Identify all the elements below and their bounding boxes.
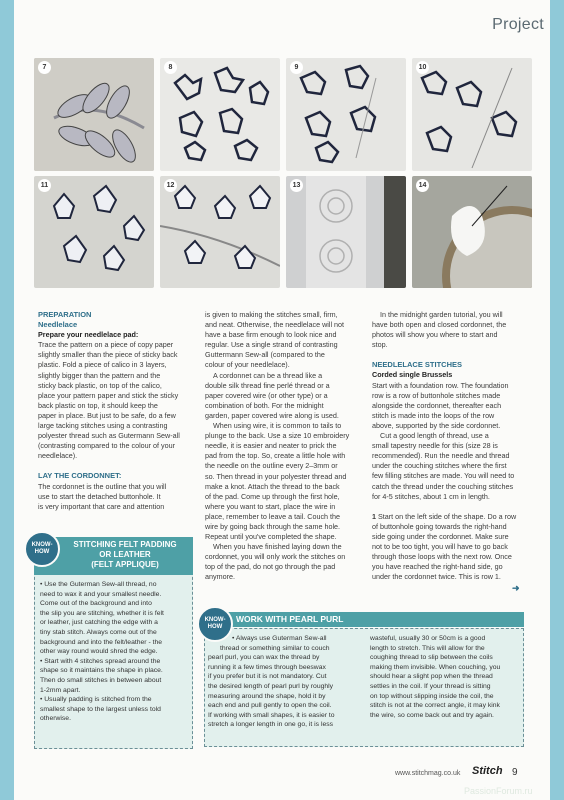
text-line: background and into the felt/leather - the xyxy=(40,638,163,646)
text-line: Trace the pattern on a piece of copy paper xyxy=(38,340,174,350)
step-number: 1 xyxy=(372,511,376,521)
text-line: settles in the coil. If your thread is sitting xyxy=(370,682,491,690)
photo-number: 13 xyxy=(290,179,303,192)
heading-prepare-pad: Prepare your needlelace pad: xyxy=(38,330,139,340)
text-line: wasteful, usually 30 or 50cm is a good xyxy=(370,635,486,642)
know-how-badge: KNOW-HOW xyxy=(197,606,233,642)
text-line: where you want to start, place the wire in xyxy=(205,501,336,511)
text-line: you have reached the right-hand side, go xyxy=(372,562,503,572)
text-line: colour of your needlelace). xyxy=(205,360,290,370)
know-how-felt-text xyxy=(40,580,188,724)
text-line: coughing thread to slip between the coils xyxy=(370,654,493,662)
text-line: polyester thread such as Gutermann Sew-all xyxy=(38,431,180,441)
text-line: • Always use Guterman Sew-all xyxy=(232,635,327,642)
box-title-line: (FELT APPLIQUE) xyxy=(91,560,159,569)
text-line: double silk thread fine perlé thread or a xyxy=(205,380,330,390)
photo-11 xyxy=(34,176,154,288)
text-line: have a base firm enough to look nice and xyxy=(205,330,337,340)
photo-12 xyxy=(160,176,280,288)
photo-8 xyxy=(160,58,280,171)
text-line: place your pattern paper and stick the sticky xyxy=(38,390,179,400)
text-line: so. Then thread in your polyester thread and xyxy=(205,471,347,481)
footer-url: www.stitchmag.co.uk xyxy=(395,770,461,777)
photo-9 xyxy=(286,58,406,171)
text-line: stretch a longer length in one go, it is less xyxy=(208,721,334,729)
text-line: under the cordonnet twice. This is row 1. xyxy=(372,572,501,582)
heading-needlelace-stitches: NEEDLELACE STITCHES xyxy=(372,360,463,370)
text-line: place, remember to leave a tail. Couch the xyxy=(205,511,341,521)
column-3 xyxy=(372,310,532,582)
photo-number: 7 xyxy=(38,61,51,74)
box-title: WORK WITH PEARL PURL xyxy=(236,614,344,624)
text-line: tiny stab stitch. Always come out of the xyxy=(40,628,157,636)
text-line: the desired length of pearl purl by roughly xyxy=(208,682,334,690)
text-line: When using wire, it is common to tails to xyxy=(213,421,342,431)
step-1-line xyxy=(372,512,532,522)
text-line: In the midnight garden tutorial, you will xyxy=(380,310,503,319)
page-border xyxy=(550,0,564,800)
photo-14 xyxy=(412,176,532,288)
text-line: for 4-5 stitches, about 1 cm in length. xyxy=(372,491,490,501)
text-line: shape so it maintains the shape in place. xyxy=(40,667,163,675)
text-line: on top without slipping inside the coil, the xyxy=(370,692,494,700)
text-line: pearl purl, you can wax the thread by xyxy=(208,654,320,662)
text-line: side going under the cordonnet. Make sure xyxy=(372,531,509,541)
text-line: When you have finished laying down the xyxy=(213,542,342,552)
text-line: row is a row of buttonhole stitches made xyxy=(372,390,501,400)
column-2 xyxy=(205,310,370,583)
text-line: smallest shape to the largest unless told xyxy=(40,705,161,713)
text-line: stitch is made into the loops of the row xyxy=(372,410,495,420)
photo-13 xyxy=(286,176,406,288)
wired-leaves-illustration xyxy=(412,58,532,171)
photo-number: 9 xyxy=(290,61,303,74)
text-line: running it a few times through beeswax xyxy=(208,663,326,671)
text-line: not to be too tight, you will have to go back xyxy=(372,541,508,551)
text-line: garden, paper covered wire along is used. xyxy=(205,410,339,420)
text-line: the slip you are stitching, whether it is felt xyxy=(40,609,164,617)
text-line: paper in place. But just to be safe, do a few xyxy=(38,410,176,420)
text-line: plastic. Fold a piece of calico in 3 layers, xyxy=(38,360,167,370)
pearl-purl-column-a xyxy=(208,634,358,730)
text-line: small tapestry needle for this (size 28 is xyxy=(372,441,498,451)
text-line: paper covered wire (or other type) or a xyxy=(205,390,328,400)
text-line: Then do small stitches in between about xyxy=(40,676,162,684)
text-line: measuring around the shape, hold it by xyxy=(208,692,326,700)
text-line: pad from the top. So, create a little hole with xyxy=(205,451,346,461)
text-line: is very important that care and attention xyxy=(38,501,165,511)
text-line: The cordonnet is the outline that you will xyxy=(38,481,167,491)
text-line: top of the pad, do not go through the pad xyxy=(205,562,336,572)
text-line: other way round would shred the edge. xyxy=(40,648,158,656)
text-line: the needle on the outline every 2–3mm or xyxy=(205,461,338,471)
text-line: of the pad. Come up through the first hole, xyxy=(205,491,340,501)
text-line: each end and pull gently to open the coil. xyxy=(208,702,332,710)
text-line: need to wax it and your smallest needle. xyxy=(40,590,162,598)
know-how-badge: KNOW-HOW xyxy=(24,531,60,567)
pearl-purl-column-b xyxy=(370,634,522,720)
text-line: or leather, just catching the edge with a xyxy=(40,619,158,627)
text-line: otherwise. xyxy=(40,715,71,723)
text-line: • Usually padding is stitched from the xyxy=(40,696,152,704)
couched-leaves-illustration xyxy=(286,58,406,171)
photo-10 xyxy=(412,58,532,171)
text-line: through those loops with the next row. Once xyxy=(372,552,512,562)
heading-corded-brussels: Corded single Brussels xyxy=(372,370,453,380)
photo-number: 12 xyxy=(164,179,177,192)
photo-number: 11 xyxy=(38,179,51,192)
text-line: back plastic on top, it should keep the xyxy=(38,400,158,410)
page-number: 9 xyxy=(512,767,518,778)
text-line: above, supported by the side cordonnet. xyxy=(372,420,501,430)
photo-number: 14 xyxy=(416,179,429,192)
text-line: length to stretch. This will allow for the xyxy=(370,644,485,652)
text-line: • Start with 4 stitches spread around the xyxy=(40,657,161,665)
text-line: of buttonhole going towards the right-hand xyxy=(372,521,507,531)
text-line: stitch is not at the correct angle, it may kink xyxy=(370,702,500,710)
text-line: 1-2mm apart. xyxy=(40,686,81,694)
text-line: have both open and closed cordonnet, the xyxy=(372,320,507,330)
text-line: make a knot. Attach the thread to the back xyxy=(205,481,340,491)
ivy-leaves-illustration xyxy=(34,176,154,288)
text-line: under the couching stitches where the first xyxy=(372,461,507,471)
text-line: wire by going back through the same hole. xyxy=(205,521,341,531)
text-line: the wire, so come back out and try again. xyxy=(370,711,494,719)
box-title-line: STITCHING FELT PADDING xyxy=(73,540,177,549)
watermark: PassionForum.ru xyxy=(464,786,533,796)
text-line: thread or something similar to couch xyxy=(220,644,330,652)
leaf-outlines-illustration xyxy=(160,58,280,171)
photo-number: 8 xyxy=(164,61,177,74)
text-line: A cordonnet can be a thread like a xyxy=(213,370,323,380)
text-line: Start with a foundation row. The foundation xyxy=(372,380,509,390)
text-line: Cut a good length of thread, use a xyxy=(380,431,489,441)
text-line: anymore. xyxy=(205,572,235,582)
text-line: plunge to the back. Use a size 10 embroidery xyxy=(205,431,350,441)
traced-pattern-illustration xyxy=(286,176,406,288)
text-line: slightly smaller than the piece of sticky back xyxy=(38,350,178,360)
know-how-pearl-purl-header xyxy=(204,612,524,627)
text-line: making them invisible. When couching, you xyxy=(370,663,501,671)
text-line: alongside the cordonnet, thereafter each xyxy=(372,400,502,410)
text-line: Come out of the background and into xyxy=(40,600,152,608)
text-line: Guttermann Sew-all (compared to the xyxy=(205,350,325,360)
text-line: (contrasting compared to the colour of your xyxy=(38,441,176,451)
text-line: sticky back plastic, on top of the calico, xyxy=(38,380,162,390)
text-line: stop. xyxy=(372,340,388,350)
heading-lay-cordonnet: LAY THE CORDONNET: xyxy=(38,471,122,481)
box-title-line: OR LEATHER xyxy=(99,550,151,559)
text-line: if you prefer but it is not mandatory. Cut xyxy=(208,673,327,681)
text-line: needle, it is easier and neater to prick the xyxy=(205,441,337,451)
text-line: slightly bigger than the pattern and the xyxy=(38,370,161,380)
text-line: regular. Use a single strand of contrasting xyxy=(205,340,338,350)
heading-preparation: PREPARATION xyxy=(38,310,92,319)
text-line: large tacking stitches using a contrasting xyxy=(38,421,168,431)
photo-number: 10 xyxy=(416,61,429,74)
text-line: is given to making the stitches small, firm, xyxy=(205,310,338,319)
heading-needlelace: Needlelace xyxy=(38,320,78,330)
text-line: needlelace). xyxy=(38,451,78,461)
text-line: should hear a slight pop when the thread xyxy=(370,673,493,681)
footer-brand: Stitch xyxy=(472,765,503,777)
text-line: If working with small shapes, it is easier to xyxy=(208,711,335,719)
section-label: Project xyxy=(492,16,544,33)
felt-padding-illustration xyxy=(412,176,532,288)
text-line: recommended). Run the needle and thread xyxy=(372,451,510,461)
text-line: combination of both. For the midnight xyxy=(205,400,324,410)
text-line: Repeat until you've completed the shape. xyxy=(205,532,337,542)
leaf-spray-illustration xyxy=(34,58,154,171)
ivy-branch-illustration xyxy=(160,176,280,288)
text-line: • Use the Guterman Sew-all thread, no xyxy=(40,581,157,588)
continue-arrow-icon: ➜ xyxy=(512,583,520,593)
text-line: use to start the detached buttonhole. It xyxy=(38,491,161,501)
text-line: Start on the left side of the shape. Do a row xyxy=(376,511,517,521)
text-line: few filling stitches are made. You will need to xyxy=(372,471,515,481)
photo-7 xyxy=(34,58,154,171)
text-line: and neat. Otherwise, the needlelace will not xyxy=(205,320,345,330)
text-line: catch the thread under the couching stitches xyxy=(372,481,514,491)
text-line: photos will show you where to start and xyxy=(372,330,498,340)
text-line: cordonnet, you will only work the stitches on xyxy=(205,552,346,562)
column-1 xyxy=(38,310,198,512)
